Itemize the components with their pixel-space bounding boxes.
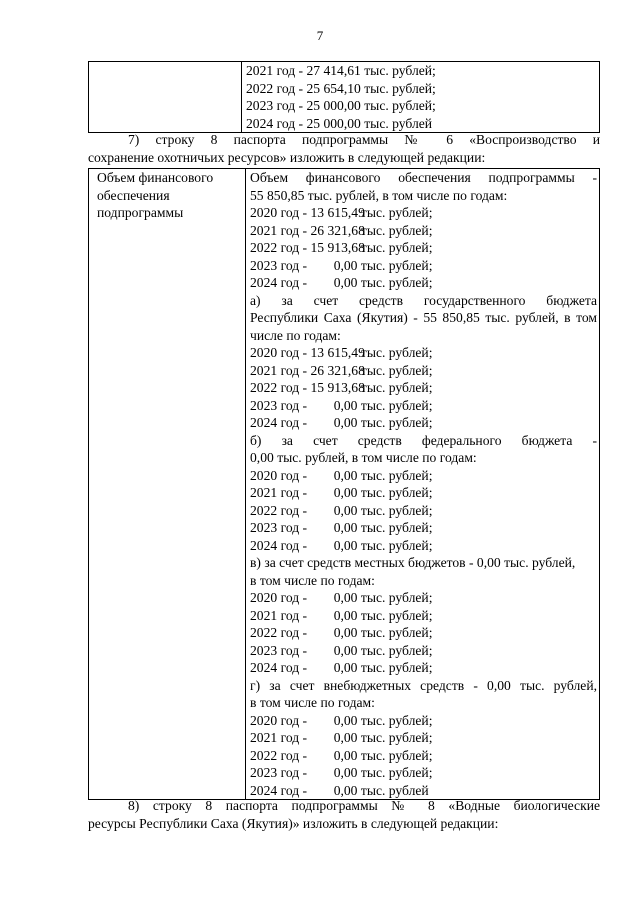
year-row <box>250 502 597 520</box>
year-amount: 0,00 <box>333 257 358 273</box>
label-line: Объем финансового <box>97 170 214 185</box>
year-unit: тыс. рублей; <box>360 380 433 395</box>
year-row <box>250 467 597 485</box>
year-amount: 0,00 <box>333 747 358 763</box>
page-number: 7 <box>316 28 324 43</box>
year-amount: 0,00 <box>333 502 358 518</box>
year-amount: 13 615,49 <box>310 205 365 220</box>
top-table-right-cell <box>242 62 600 133</box>
section-b-line: б) за счет средств федерального бюджета - <box>250 432 597 448</box>
year-label: 2020 год - <box>250 590 308 605</box>
year-label: 2024 год - <box>250 415 308 430</box>
years-list-a <box>250 344 597 432</box>
year-amount: 0,00 <box>333 712 358 728</box>
year-row <box>250 484 597 502</box>
year-unit: тыс. рублей; <box>360 240 433 255</box>
paragraph-7 <box>88 131 600 167</box>
year-amount: 0,00 <box>333 415 358 430</box>
section-a-line: числе по годам: <box>250 327 341 343</box>
year-row <box>250 222 597 240</box>
year-label: 2023 год - <box>250 765 308 780</box>
year-unit: тыс. рублей; <box>360 257 433 273</box>
year-amount: 0,00 <box>333 275 358 290</box>
year-label: 2020 год - <box>250 205 308 220</box>
year-row <box>250 344 597 362</box>
year-unit: тыс. рублей; <box>360 730 433 745</box>
year-amount: 0,00 <box>333 590 358 605</box>
paragraph-8-line-1: 8) строку 8 паспорта подпрограммы № 8 «Водные биологические <box>128 798 600 813</box>
year-amount: 0,00 <box>333 642 358 658</box>
label-line: обеспечения <box>97 187 170 203</box>
year-amount: 0,00 <box>333 397 358 413</box>
year-amount: 0,00 <box>333 607 358 623</box>
year-label: 2022 год - <box>250 625 308 640</box>
intro-line: 55 850,85 тыс. рублей, в том числе по годам: <box>250 187 508 203</box>
year-label: 2021 год - <box>250 730 308 745</box>
year-label: 2024 год - <box>250 537 308 553</box>
year-row <box>250 239 597 257</box>
year-row <box>250 414 597 432</box>
year-row <box>250 379 597 397</box>
top-table-left-cell <box>89 62 242 133</box>
year-row <box>250 659 597 677</box>
year-row <box>250 764 597 782</box>
year-unit: тыс. рублей; <box>360 520 433 535</box>
year-amount: 26 321,68 <box>310 362 365 378</box>
section-b-line: 0,00 тыс. рублей, в том числе по годам: <box>250 450 477 465</box>
year-label: 2024 год - <box>250 782 308 798</box>
year-label: 2023 год - <box>250 397 308 413</box>
year-label: 2022 год - <box>250 380 308 395</box>
section-g-line: г) за счет внебюджетных средств - 0,00 тыс. рублей, <box>250 677 597 693</box>
year-unit: тыс. рублей; <box>360 397 433 413</box>
year-amount: 0,00 <box>333 537 358 553</box>
label-line: подпрограммы <box>97 205 184 220</box>
year-row <box>250 397 597 415</box>
section-v-line: в том числе по годам: <box>250 572 375 588</box>
year-label: 2023 год - <box>250 642 308 658</box>
section-a-line: а) за счет средств государственного бюджета <box>250 292 597 308</box>
year-row <box>250 537 597 555</box>
year-row <box>250 624 597 642</box>
year-amount: 0,00 <box>333 467 358 483</box>
year-amount: 0,00 <box>333 765 358 780</box>
section-g-line: в том числе по годам: <box>250 695 375 710</box>
year-unit: тыс. рублей <box>360 782 429 798</box>
year-label: 2023 год - <box>250 520 308 535</box>
year-unit: тыс. рублей; <box>360 747 433 763</box>
year-unit: тыс. рублей; <box>360 712 433 728</box>
paragraph-7-line-1: 7) строку 8 паспорта подпрограммы № 6 «Воспроизводство и <box>128 132 600 147</box>
year-label: 2022 год - <box>250 502 308 518</box>
year-unit: тыс. рублей; <box>360 607 433 623</box>
year-unit: тыс. рублей; <box>360 222 433 238</box>
year-amount: 26 321,68 <box>310 222 365 238</box>
text-line: 2022 год - 25 654,10 тыс. рублей; <box>246 80 436 96</box>
year-row <box>250 729 597 747</box>
year-row <box>250 362 597 380</box>
year-unit: тыс. рублей; <box>360 485 433 500</box>
year-unit: тыс. рублей; <box>360 345 433 360</box>
year-label: 2024 год - <box>250 660 308 675</box>
year-label: 2021 год - <box>250 485 308 500</box>
year-row <box>250 257 597 275</box>
year-row <box>250 274 597 292</box>
year-row <box>250 589 597 607</box>
year-label: 2021 год - <box>250 362 308 378</box>
year-label: 2022 год - <box>250 240 308 255</box>
year-label: 2021 год - <box>250 222 308 238</box>
year-row <box>250 607 597 625</box>
paragraph-7-line-2: сохранение охотничьих ресурсов» изложить в следующей редакции: <box>88 150 486 165</box>
text-line: 2021 год - 27 414,61 тыс. рублей; <box>246 63 436 78</box>
year-row <box>250 519 597 537</box>
years-list-total <box>250 204 597 292</box>
section-v-line: в) за счет средств местных бюджетов - 0,00 тыс. рублей, <box>250 555 576 570</box>
year-amount: 0,00 <box>333 782 358 798</box>
year-label: 2023 год - <box>250 257 308 273</box>
paragraph-8-line-2: ресурсы Республики Саха (Якутия)» изложить в следующей редакции: <box>88 816 499 831</box>
year-amount: 13 615,49 <box>310 345 365 360</box>
financing-table <box>88 168 600 800</box>
year-amount: 0,00 <box>333 730 358 745</box>
years-list-v <box>250 589 597 677</box>
year-amount: 15 913,68 <box>310 240 365 255</box>
section-a-line: Республики Саха (Якутия) - 55 850,85 тыс. рублей, в том <box>250 310 597 325</box>
year-unit: тыс. рублей; <box>360 765 433 780</box>
year-unit: тыс. рублей; <box>360 625 433 640</box>
year-unit: тыс. рублей; <box>360 537 433 553</box>
financing-details-cell <box>246 169 600 800</box>
year-label: 2022 год - <box>250 747 308 763</box>
year-label: 2021 год - <box>250 607 308 623</box>
year-amount: 0,00 <box>333 660 358 675</box>
year-amount: 0,00 <box>333 485 358 500</box>
year-unit: тыс. рублей; <box>360 467 433 483</box>
text-line: 2024 год - 25 000,00 тыс. рублей <box>246 115 433 131</box>
intro-line: Объем финансового обеспечения подпрограммы - <box>250 170 597 185</box>
year-unit: тыс. рублей; <box>360 502 433 518</box>
year-unit: тыс. рублей; <box>360 362 433 378</box>
year-amount: 0,00 <box>333 520 358 535</box>
year-unit: тыс. рублей; <box>360 205 433 220</box>
year-unit: тыс. рублей; <box>360 642 433 658</box>
years-list-g <box>250 712 597 800</box>
years-list-b <box>250 467 597 555</box>
year-row <box>250 204 597 222</box>
financing-label-cell <box>89 169 246 800</box>
year-unit: тыс. рублей; <box>360 660 433 675</box>
year-label: 2020 год - <box>250 345 308 360</box>
year-unit: тыс. рублей; <box>360 275 433 290</box>
year-row <box>250 712 597 730</box>
year-label: 2020 год - <box>250 467 308 483</box>
top-table-fragment <box>88 61 600 133</box>
year-label: 2024 год - <box>250 275 308 290</box>
year-label: 2020 год - <box>250 712 308 728</box>
year-row <box>250 747 597 765</box>
year-amount: 15 913,68 <box>310 380 365 395</box>
year-unit: тыс. рублей; <box>360 590 433 605</box>
year-unit: тыс. рублей; <box>360 415 433 430</box>
year-amount: 0,00 <box>333 625 358 640</box>
year-row <box>250 642 597 660</box>
paragraph-8 <box>88 797 600 833</box>
text-line: 2023 год - 25 000,00 тыс. рублей; <box>246 98 436 113</box>
